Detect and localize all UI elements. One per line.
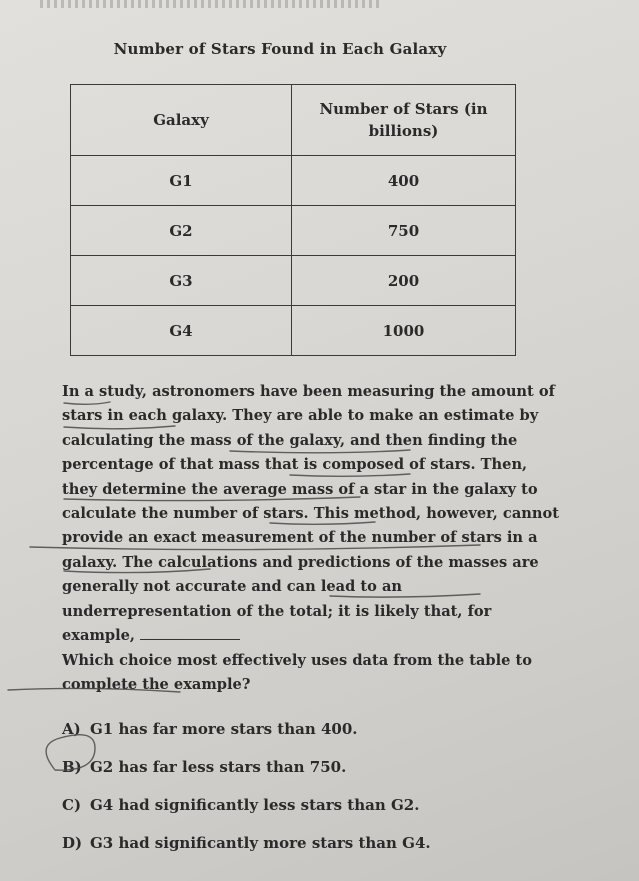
- stars-cell: 750: [292, 206, 516, 256]
- table-row: [71, 156, 516, 206]
- stars-cell: 400: [292, 156, 516, 206]
- header-number-of-stars-text: Number of Stars (in billions): [319, 100, 488, 140]
- table-title: Number of Stars Found in Each Galaxy: [113, 40, 447, 58]
- galaxy-cell: G4: [71, 306, 292, 356]
- table-row: [71, 256, 516, 306]
- table-row: [71, 306, 516, 356]
- galaxy-cell: G2: [71, 206, 292, 256]
- choice-letter: D): [62, 834, 83, 852]
- choice-letter: B): [62, 758, 82, 776]
- galaxy-cell: G1: [71, 156, 292, 206]
- table-row: [71, 206, 516, 256]
- choice-d[interactable]: [62, 834, 562, 872]
- stars-cell: 1000: [292, 306, 516, 356]
- galaxy-cell: G3: [71, 256, 292, 306]
- question-prompt: Which choice most effectively uses data from the table to complete the example?: [62, 652, 533, 693]
- choice-text: G3 had significantly more stars than G4.: [90, 834, 431, 852]
- choice-text: G2 has far less stars than 750.: [90, 758, 347, 776]
- table-header-row: [71, 85, 516, 156]
- passage: [62, 380, 562, 648]
- choice-b[interactable]: [62, 758, 562, 796]
- stars-cell: 200: [292, 256, 516, 306]
- stars-table: [70, 84, 516, 356]
- header-galaxy: Galaxy: [71, 85, 292, 156]
- choice-c[interactable]: [62, 796, 562, 834]
- header-number-of-stars: [292, 85, 516, 156]
- passage-text: In a study, astronomers have been measuring the amount of stars in each galaxy. They are able to make an estimate by calculating the mass of the galaxy, and then finding the percentage of that mass that is composed of stars. Then, they determine the average mass of a star in the galaxy to calculate the number of stars. This method, however, cannot provide an exact measurement of the number of stars in a galaxy. The calculations and predictions of the masses are generally not accurate and can lead to an underrepresentation of the total; it is likely that, for example,: [62, 383, 559, 645]
- choice-a[interactable]: [62, 720, 562, 758]
- choice-letter: C): [62, 796, 82, 814]
- torn-header-strip: [40, 0, 380, 8]
- choice-letter: A): [62, 720, 81, 738]
- answer-blank: [140, 626, 240, 640]
- answer-choices: [62, 720, 562, 872]
- choice-text: G1 has far more stars than 400.: [90, 720, 358, 738]
- choice-text: G4 had significantly less stars than G2.: [90, 796, 420, 814]
